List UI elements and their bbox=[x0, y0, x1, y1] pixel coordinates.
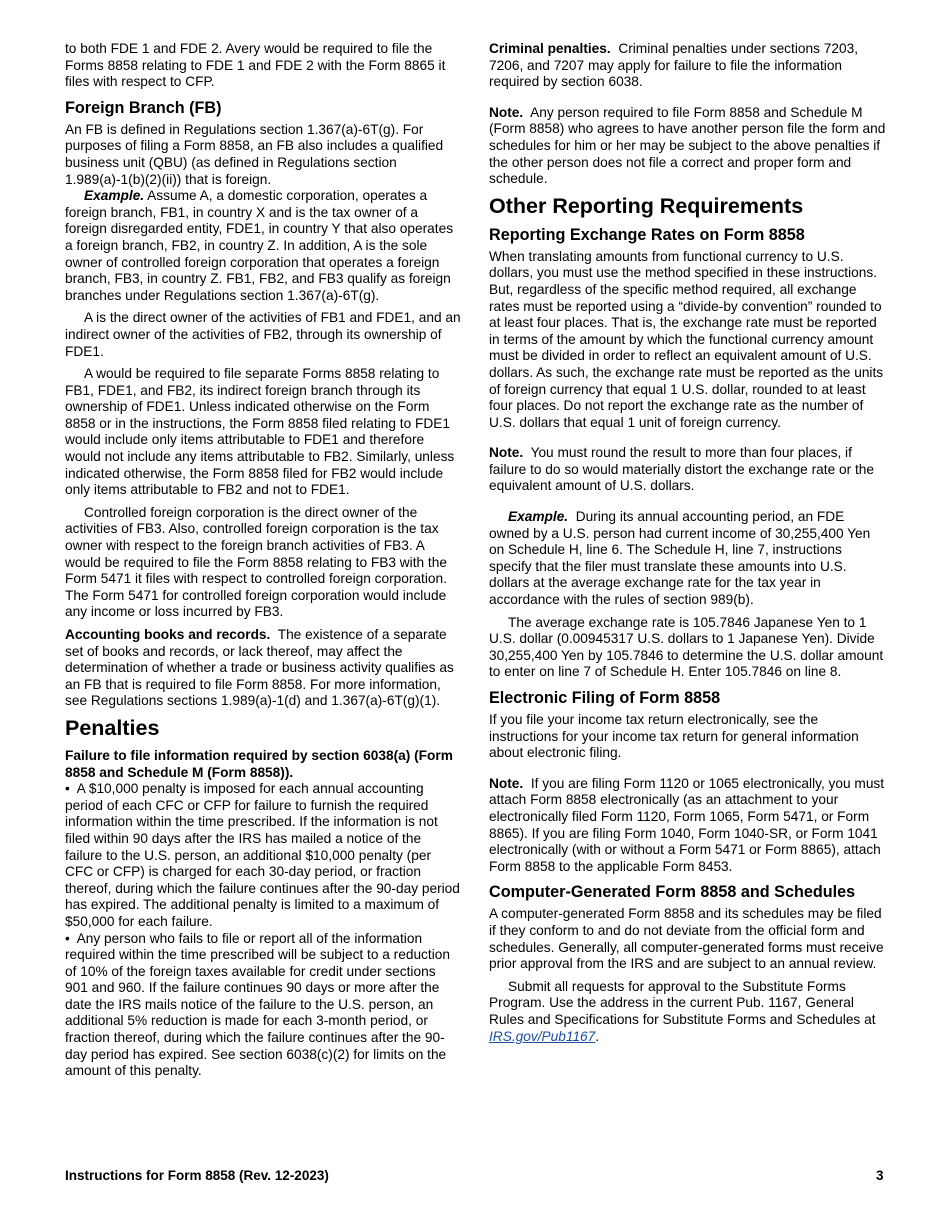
note-text: Any person required to file Form 8858 and Schedule M (Form 8858) who agrees to have another person file the form and schedules for him or her may be subject to the above penalties if the other person does not file a correct and proper form and schedule. bbox=[489, 104, 886, 187]
exchange-rates-paragraph: When translating amounts from functional currency to U.S. dollars, you must use the method specified in these instructions. But, regardless of the specific method required, all exchange rates must be reported using a “divide-by convention” rounded to at least four places. That is, the exchange rate must be reported in terms of the amount by which the functional currency amount must be divided in order to reflect an equivalent amount of U.S. dollars. As such, the exchange rate must be reported as the units of foreign currency that equal 1 U.S. dollar, rounded to at least four places. Do not report the exchange rate as the number of U.S. dollars that equal 1 unit of foreign currency. bbox=[489, 248, 884, 430]
penalties-subheading: Failure to file information required by section 6038(a) (Form 8858 and Schedule M (Form 8858)). bbox=[65, 747, 453, 780]
bullet-icon: • bbox=[65, 930, 70, 946]
footer-title: Instructions for Form 8858 (Rev. 12-2023) bbox=[65, 1168, 329, 1183]
left-column bbox=[65, 41, 462, 1080]
right-column bbox=[489, 41, 887, 1051]
criminal-penalties-label: Criminal penalties. bbox=[489, 41, 611, 56]
fb-direct-owner: A is the direct owner of the activities of FB1 and FDE1, and an indirect owner of the activities of FB2, through its ownership of FDE1. bbox=[65, 310, 461, 359]
accounting-books-text: The existence of a separate set of books and records, or lack thereof, may affect the determination of whether a trade or business activity qualifies as an FB that is required to file Form 8858. For more information, see Regulations sections 1.989(a)-1(d) and 1.367(a)-6T(g)(1). bbox=[65, 627, 454, 709]
note-label: Note. bbox=[489, 775, 524, 791]
accounting-books-label: Accounting books and records. bbox=[65, 627, 271, 642]
example-label: Example. bbox=[84, 188, 145, 204]
note-rounding bbox=[489, 445, 887, 495]
note-electronic-filing bbox=[489, 776, 887, 876]
continued-paragraph: to both FDE 1 and FDE 2. Avery would be required to file the Forms 8858 relating to FDE 1 and FDE 2 with the Form 8865 it files with respect to CFP. bbox=[65, 41, 446, 90]
heading-exchange-rates: Reporting Exchange Rates on Form 8858 bbox=[489, 225, 805, 244]
exchange-example bbox=[489, 509, 887, 609]
heading-penalties: Penalties bbox=[65, 715, 160, 740]
penalty-bullet-1-text: A $10,000 penalty is imposed for each annual accounting period of each CFC or CFP for failure to furnish the required information within the time prescribed. If the information is not filed within 90 days after the IRS has mailed a notice of the failure to the U.S. person, an additional $10,000 penalty (per CFC or CFP) is charged for each 30-day period, or fraction thereof, during which the failure continues after the 90-day period has expired. The additional penalty is limited to a maximum of $50,000 for each failure. bbox=[65, 781, 460, 929]
note-label: Note. bbox=[489, 104, 524, 120]
penalty-bullet-2 bbox=[65, 931, 462, 1080]
submit-period: . bbox=[595, 1028, 600, 1044]
example-text: Assume A, a domestic corporation, operates a foreign branch, FB1, in country X and is the tax owner of a foreign disregarded entity, FDE1, in country Y that also operates a foreign branch, FB2, in country Z. In addition, A is the sole owner of controlled foreign corporation that operates a foreign branch, FB3, in country Z. FB1, FB2, and FB3 qualify as foreign branches under Regulations section 1.367(a)-6T(g). bbox=[65, 188, 454, 303]
pub1167-link[interactable]: IRS.gov/Pub1167 bbox=[489, 1028, 596, 1044]
note-label: Note. bbox=[489, 445, 524, 461]
computer-generated-paragraph: A computer-generated Form 8858 and its schedules may be filed if they conform to and do not deviate from the official form and schedules. Generally, all computer-generated forms must receive prior approval from the IRS and are subject to an annual review. bbox=[489, 906, 884, 972]
fb-definition: An FB is defined in Regulations section 1.367(a)-6T(g). For purposes of filing a Form 8858, an FB also includes a qualified business unit (QBU) (as defined in Regulations section 1.989(a)-1(b)(2)(ii)) that is foreign. bbox=[65, 121, 444, 187]
exchange-example-text: During its annual accounting period, an FDE owned by a U.S. person had current income of 30,255,400 Yen on Schedule H, line 6. The Schedule H, line 7, instructions specify that the filer must translate these amounts into U.S. dollars at the average exchange rate for the tax year in accordance with the rules of section 989(b). bbox=[489, 509, 871, 608]
submit-requests-paragraph bbox=[489, 979, 887, 1045]
penalty-bullet-2-text: Any person who fails to file or report all of the information required within the time prescribed will be subject to a reduction of 10% of the foreign taxes available for credit under sections 901 and 960. If the failure continues 90 days or more after the date the IRS mails notice of the failure to the U.S. person, an additional 5% reduction is made for each 3-month period, or fraction thereof, during which the failure continues after the 90-day period has expired. See section 6038(c)(2) for limits on the amount of this penalty. bbox=[65, 930, 450, 1079]
submit-requests-text: Submit all requests for approval to the Substitute Forms Program. Use the address in the current Pub. 1167, General Rules and Specifications for Substitute Forms and Schedules at bbox=[489, 978, 876, 1027]
criminal-penalties-paragraph bbox=[489, 41, 887, 91]
accounting-books-paragraph bbox=[65, 627, 462, 710]
fb-separate-forms: A would be required to file separate Forms 8858 relating to FB1, FDE1, and FB2, its indirect foreign branch through its ownership of FDE1. Unless indicated otherwise on the Form 8858 or in the instructions, the Form 8858 filed relating to FDE1 would include only items attributable to FDE1 and therefore would not include any items attributable to FB2. Similarly, unless indicated otherwise, the Form 8858 filed for FB2 would include only items attributable to FB2 and not to FDE1. bbox=[65, 366, 455, 498]
heading-foreign-branch: Foreign Branch (FB) bbox=[65, 98, 222, 117]
average-rate-paragraph: The average exchange rate is 105.7846 Japanese Yen to 1 U.S. dollar (0.00945317 U.S. dollars to 1 Japanese Yen). Divide 30,255,400 Yen by 105.7846 to determine the U.S. dollar amount to enter on line 7 of Schedule H. Enter 105.7846 on line 8. bbox=[489, 614, 884, 680]
electronic-filing-paragraph: If you file your income tax return electronically, see the instructions for your income tax return for general information about electronic filing. bbox=[489, 712, 859, 761]
example-label: Example. bbox=[508, 509, 569, 525]
penalty-bullet-1 bbox=[65, 781, 462, 930]
fb-cfc-owner: Controlled foreign corporation is the direct owner of the activities of FB3. Also, controlled foreign corporation is the tax owner with respect to the foreign branch activities of FB3. A would be required to file the Form 8858 relating to FB3 with the Form 5471 it files with respect to controlled foreign corporation. The Form 5471 for controlled foreign corporation would include any income or loss incurred by FB3. bbox=[65, 504, 447, 620]
heading-computer-generated: Computer-Generated Form 8858 and Schedules bbox=[489, 883, 856, 902]
heading-electronic-filing: Electronic Filing of Form 8858 bbox=[489, 689, 721, 707]
bullet-icon: • bbox=[65, 781, 70, 797]
note-electronic-filing-text: If you are filing Form 1120 or 1065 electronically, you must attach Form 8858 electronically (as an attachment to your electronically filed Form 1120, Form 1065, Form 5471, or Form 8865). If you are filing Form 1040, Form 1040-SR, or Form 1041 electronically (with or without a Form 5471 or Form 8865), attach Form 8858 to the applicable Form 8453. bbox=[489, 775, 885, 874]
note-rounding-text: You must round the result to more than four places, if failure to do so would materially distort the exchange rate or the equivalent amount of U.S. dollars. bbox=[489, 445, 874, 494]
criminal-penalties-text: Criminal penalties under sections 7203, 7206, and 7207 may apply for failure to file the information required by section 6038. bbox=[489, 41, 858, 90]
heading-other-reporting: Other Reporting Requirements bbox=[489, 193, 804, 218]
page-number: 3 bbox=[876, 1168, 884, 1183]
note-agent-filing bbox=[489, 105, 887, 188]
fb-example bbox=[65, 188, 462, 304]
